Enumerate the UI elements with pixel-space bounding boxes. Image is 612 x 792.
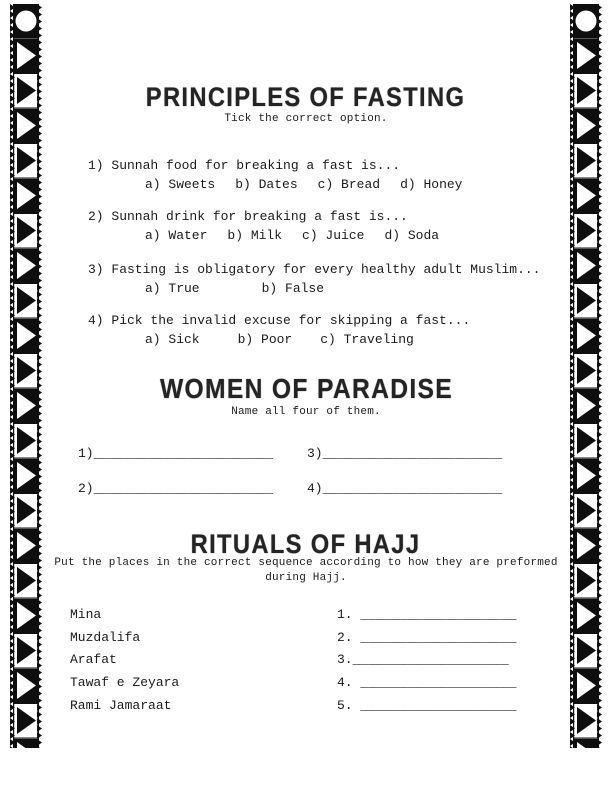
section-title-fasting-text: PRINCIPLES OF FASTING bbox=[146, 82, 466, 112]
section-title-women bbox=[0, 375, 612, 403]
question-2-options bbox=[88, 226, 439, 245]
question-2-text: 2) Sunnah drink for breaking a fast is... bbox=[88, 209, 408, 224]
women-blank-4 bbox=[307, 481, 502, 496]
section-subtitle-women: Name all four of them. bbox=[231, 406, 381, 418]
seq-line: ____________________ bbox=[360, 607, 517, 622]
question-3 bbox=[88, 260, 540, 298]
option-a: a) True bbox=[145, 281, 200, 296]
question-1 bbox=[88, 156, 462, 194]
option-a: a) Sick bbox=[145, 332, 200, 347]
hajj-sequence-row-2 bbox=[337, 627, 516, 650]
hajj-sequence-row-5 bbox=[337, 695, 516, 718]
seq-num: 1. bbox=[337, 607, 361, 622]
option-b: b) False bbox=[261, 281, 325, 296]
question-1-text: 1) Sunnah food for breaking a fast is... bbox=[88, 158, 401, 173]
women-blank-3-line: _______________________ bbox=[322, 446, 503, 461]
question-4-options bbox=[88, 330, 470, 349]
question-3-options bbox=[88, 279, 540, 298]
option-c: c) Bread bbox=[317, 177, 381, 192]
question-4-text: 4) Pick the invalid excuse for skipping a fast... bbox=[88, 313, 471, 328]
seq-line: ____________________ bbox=[352, 652, 509, 668]
women-blank-1 bbox=[78, 446, 273, 461]
women-blank-4-label: 4) bbox=[307, 481, 323, 496]
women-blank-4-line: _______________________ bbox=[322, 481, 503, 496]
option-a: a) Sweets bbox=[145, 177, 216, 192]
seq-num: 3. bbox=[337, 652, 353, 668]
hajj-sequence-row-4 bbox=[337, 672, 516, 695]
seq-line: ____________________ bbox=[360, 675, 517, 691]
option-d: d) Soda bbox=[384, 228, 440, 243]
section-subtitle-hajj-line1: Put the places in the correct sequence according to how they are preformed bbox=[54, 557, 558, 569]
option-c: c) Traveling bbox=[320, 332, 414, 347]
hajj-sequence-row-1 bbox=[337, 604, 516, 627]
women-blank-3-label: 3) bbox=[307, 446, 323, 461]
section-title-fasting bbox=[0, 84, 612, 111]
question-2 bbox=[88, 207, 439, 245]
option-b: b) Milk bbox=[227, 228, 283, 243]
section-subtitle-fasting: Tick the correct option. bbox=[224, 113, 388, 125]
section-subtitle-hajj-line2: during Hajj. bbox=[265, 572, 347, 584]
hajj-place-arafat: Arafat bbox=[70, 652, 117, 668]
option-b: b) Poor bbox=[237, 332, 293, 347]
section-title-hajj-text: RITUALS OF HAJJ bbox=[191, 529, 421, 559]
option-a: a) Water bbox=[145, 228, 208, 243]
women-blank-1-label: 1) bbox=[78, 446, 94, 461]
option-d: d) Honey bbox=[400, 177, 463, 192]
question-4 bbox=[88, 311, 470, 349]
women-blank-1-line: _______________________ bbox=[93, 446, 274, 461]
hajj-places-list bbox=[70, 604, 179, 718]
seq-line: ____________________ bbox=[360, 629, 517, 645]
circle-ornament bbox=[13, 4, 39, 38]
question-3-text: 3) Fasting is obligatory for every healthy adult Muslim... bbox=[88, 262, 541, 277]
hajj-place-mina: Mina bbox=[70, 607, 102, 622]
hajj-place-rami-jamaraat: Rami Jamaraat bbox=[70, 697, 172, 713]
hajj-place-muzdalifa: Muzdalifa bbox=[70, 629, 141, 645]
women-blank-2 bbox=[78, 481, 273, 496]
section-title-hajj bbox=[0, 531, 612, 558]
section-title-women-text: WOMEN OF PARADISE bbox=[159, 373, 453, 404]
hajj-place-tawaf-e-zeyara: Tawaf e Zeyara bbox=[70, 675, 180, 691]
women-blank-2-line: _______________________ bbox=[93, 481, 274, 496]
seq-num: 5. bbox=[337, 697, 361, 713]
women-blank-3 bbox=[307, 446, 502, 461]
option-b: b) Dates bbox=[235, 177, 298, 192]
option-c: c) Juice bbox=[302, 228, 365, 243]
seq-line: ____________________ bbox=[360, 697, 517, 713]
circle-ornament bbox=[573, 4, 599, 38]
women-blank-2-label: 2) bbox=[78, 481, 94, 496]
hajj-sequence-list bbox=[337, 604, 516, 718]
hajj-sequence-row-3 bbox=[337, 649, 516, 672]
seq-num: 2. bbox=[337, 629, 361, 645]
seq-num: 4. bbox=[337, 675, 361, 691]
question-1-options bbox=[88, 175, 462, 194]
